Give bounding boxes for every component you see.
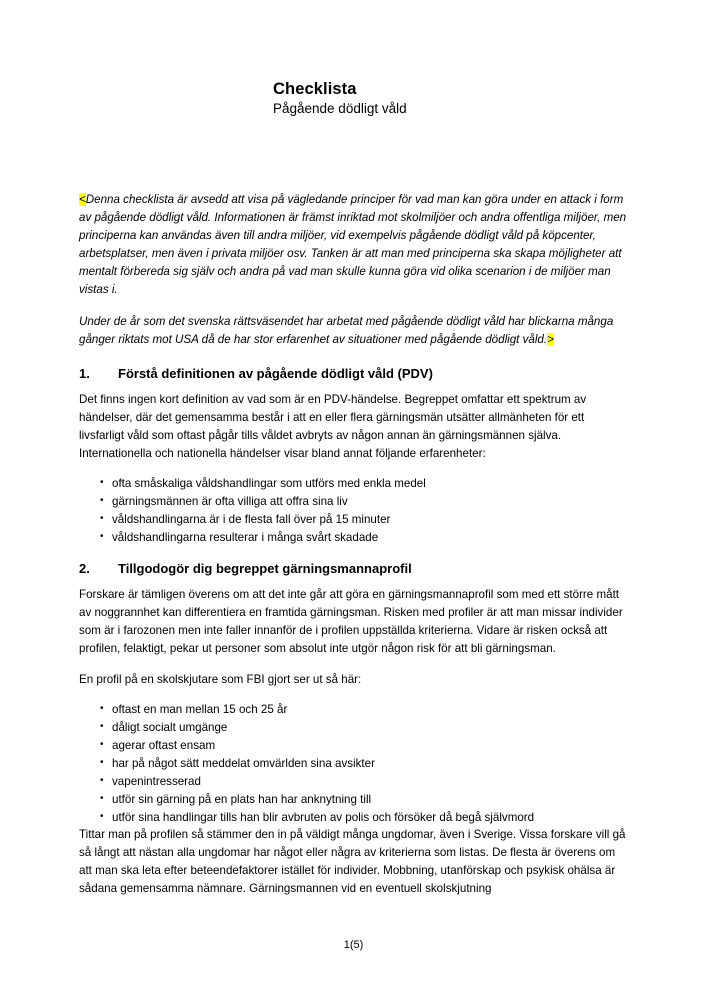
list-item: • våldshandlingarna resulterar i många svårt skadade (100, 529, 631, 547)
highlight-open-marker: < (79, 193, 86, 206)
list-item: • utför sina handlingar tills han blir avbruten av polis och försöker då begå självmord (100, 809, 631, 827)
list-item: • gärningsmännen är ofta villiga att offra sina liv (100, 493, 631, 511)
section-2-number: 2. (79, 561, 90, 576)
section-2-bullet-list (79, 701, 631, 827)
section-2-heading (79, 561, 631, 577)
list-item: • utför sin gärning på en plats han har anknytning till (100, 791, 631, 809)
document-header (273, 79, 553, 118)
section-1-number: 1. (79, 366, 90, 381)
section-1-bullet-list (79, 475, 631, 547)
list-item: • oftast en man mellan 15 och 25 år (100, 701, 631, 719)
section-2-paragraph-1: Forskare är tämligen överens om att det inte går att göra en gärningsmannaprofil som med ett större mått av noggrannhet kan differentiera en framtida gärningsman. Risken med profiler är att man missar individer som är i farozonen men inte faller innanför de i profilen uppställda kriterierna. Vidare är risken också att profilen, felaktigt, pekar ut personer som absolut inte utgör någon risk för att bli gärningsman. (79, 587, 623, 655)
section-1 (79, 366, 631, 547)
list-item: • våldshandlingarna är i de flesta fall över på 15 minuter (100, 511, 631, 529)
intro-paragraph-2-text: Under de år som det svenska rättsväsendet har arbetat med pågående dödligt våld har blickarna många gånger riktats mot USA då de har stor erfarenhet av situationer med pågående dödligt våld. (79, 315, 614, 347)
section-2-heading-text: Tillgodogör dig begreppet gärningsmannaprofil (118, 561, 412, 576)
section-2-paragraph-3: Tittar man på profilen så stämmer den in på väldigt många ungdomar, även i Sverige. Vissa forskare vill gå så långt att nästan alla ungdomar har något eller några av kriterierna som listas. De flesta är överens om att man ska leta efter beteendefaktorer istället för individer. Mobbning, utanförskap och psykisk ohälsa är sådana gemensamma nämnare. Gärningsmannen vid en eventuell skolskjutning (79, 828, 626, 896)
page-footer (0, 938, 707, 952)
highlight-close-marker: > (547, 333, 554, 347)
intro-paragraph-1-text: Denna checklista är avsedd att visa på vägledande principer för vad man kan göra under en attack i form av pågående dödligt våld. Informationen är främst inriktad mot skolmiljöer och andra offentliga miljöer, men principerna kan användas även till andra miljöer, vid exempelvis pågående dödligt våld på köpcenter, arbetsplatser, men även i privata miljöer osv. Tanken är att man med principerna ska skapa möjligheter att mentalt förbereda sig själv och andra på vad man skulle kunna göra vid olika scenarion i de miljöer man vistas i. (79, 193, 627, 297)
list-item: • dåligt socialt umgänge (100, 719, 631, 737)
list-item: • ofta småskaliga våldshandlingar som utförs med enkla medel (100, 475, 631, 493)
list-item: • vapenintresserad (100, 773, 631, 791)
section-2 (79, 561, 631, 827)
section-1-heading-text: Förstå definitionen av pågående dödligt våld (PDV) (118, 366, 433, 381)
section-2-continued (79, 826, 631, 898)
intro-paragraph-2 (79, 313, 631, 349)
intro-block (79, 191, 631, 349)
page-title: Checklista (273, 80, 357, 98)
section-2-paragraph-2: En profil på en skolskjutare som FBI gjort ser ut så här: (79, 672, 362, 686)
list-item: • har på något sätt meddelat omvärlden sina avsikter (100, 755, 631, 773)
list-item: • agerar oftast ensam (100, 737, 631, 755)
page-subtitle: Pågående dödligt våld (273, 101, 407, 117)
intro-paragraph-1 (79, 191, 631, 299)
section-1-heading (79, 366, 631, 382)
page-number: 1(5) (343, 939, 364, 951)
section-1-paragraph-1: Det finns ingen kort definition av vad som är en PDV-händelse. Begreppet omfattar ett spektrum av händelser, där det gemensamma består i att en eller flera gärningsmän utsätter allmänheten för ett livsfarligt våld som oftast pågår tills våldet avbryts av någon annan än gärningsmännen själva. Internationella och nationella händelser visar bland annat följande erfarenheter: (79, 392, 587, 460)
